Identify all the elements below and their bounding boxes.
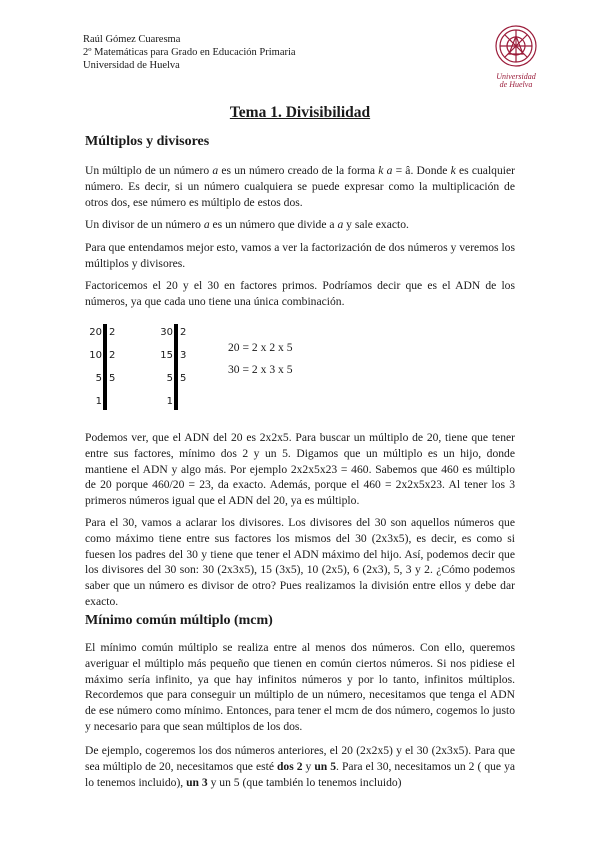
paragraph-divisores-30: Para el 30, vamos a aclarar los divisores. Los divisores del 30 son aquellos números que como máximo tiene entre sus factores los mismos del 30 (2x3x5), es decir, es como si fuesen los padres del 30 y tiene que tener el ADN máximo del hijo. Así, podemos decir que los divisores del 30 son: 30 (2x3x5), 15 (3x5), 10 (2x5), 6 (2x3), 5, 3 y 2. ¿Cómo podemos saber que un número es divisor de otro? Pues realizamos la división entre ellos y debe dar exacto. <box>85 516 515 608</box>
division-bar <box>103 324 107 410</box>
document-header <box>83 33 296 72</box>
university-name: Universidad de Huelva <box>83 60 180 71</box>
prime-factor: 3 <box>180 350 187 361</box>
section-heading-mcm: Mínimo común múltiplo (mcm) <box>85 613 273 628</box>
paragraph-multiplo-definition: Un múltiplo de un número a es un número creado de la forma k a = â. Donde k es cualquier número. Es decir, si un número cualquiera se puede expresar como la multiplicación de otros dos, ese número es múltiplo de estos dos. <box>85 164 515 209</box>
prime-factor: 5 <box>180 373 187 384</box>
equation-30: 30 = 2 x 3 x 5 <box>228 363 293 376</box>
logo-text: Universidad de Huelva <box>496 72 536 89</box>
paragraph-intro-factorizacion: Para que entendamos mejor esto, vamos a ver la factorización de dos números y veremos los múltiplos y divisores. <box>85 241 515 270</box>
course-name: 2º Matemáticas para Grado en Educación Primaria <box>83 47 296 58</box>
dividend: 5 <box>95 373 102 384</box>
equation-20: 20 = 2 x 2 x 5 <box>228 341 293 354</box>
dividend: 5 <box>166 373 173 384</box>
paragraph-mcm-definition: El mínimo común múltiplo se realiza entre al menos dos números. Con ello, queremos averiguar el múltiplo más pequeño que tienen en común ciertos números. Si nos pidiese el máximo sería infinito, ya que hay infinitos números y por lo tanto, infinitos múltiplos. Recordemos que para conseguir un múltiplo de un número, necesitamos que tenga el ADN de ese número como mínimo. Entonces, para tener el mcm de dos número, cogemos lo justo y necesario para que sean múltiplos de los dos. <box>85 641 515 733</box>
paragraph-mcm-example: De ejemplo, cogeremos los dos números anteriores, el 20 (2x2x5) y el 30 (2x3x5). Para que sea múltiplo de 20, necesitamos que esté dos 2 y un 5. Para el 30, necesitamos un 2 ( que ya lo tenemos incluido), un 3 y un 5 (que también lo tenemos incluido) <box>85 744 516 789</box>
dividend: 1 <box>95 396 102 407</box>
page-title: Tema 1. Divisibilidad <box>229 104 371 121</box>
division-bar <box>174 324 178 410</box>
prime-factor: 5 <box>109 373 116 384</box>
university-logo <box>487 24 545 89</box>
factorization-30 <box>159 322 199 412</box>
dividend: 1 <box>166 396 173 407</box>
dividend: 10 <box>89 350 102 361</box>
author-name: Raúl Gómez Cuaresma <box>83 34 181 45</box>
paragraph-divisor-definition: Un divisor de un número a es un número que divide a a y sale exacto. <box>85 218 409 231</box>
dividend: 30 <box>160 327 173 338</box>
section-heading-multiplos: Múltiplos y divisores <box>85 134 210 149</box>
paragraph-adn-20: Podemos ver, que el ADN del 20 es 2x2x5. Para buscar un múltiplo de 20, tiene que tener entre sus factores, mínimo dos 2 y un 5. Digamos que un múltiplo es un hijo, donde mantiene el ADN y algo más. Por ejemplo 2x2x5x23 = 460. Sabemos que 460 es múltiplo de 20 porque 460/20 = 23, da exacto. Además, porque el 460 = 2x2x5x23. Al tener los 3 primeros números igual que el ADN del 20, ya es múltiplo. <box>85 431 515 508</box>
dividend: 20 <box>89 327 102 338</box>
prime-factor: 2 <box>109 350 116 361</box>
dividend: 15 <box>160 350 173 361</box>
factorization-20 <box>88 322 128 412</box>
prime-factor: 2 <box>180 327 187 338</box>
paragraph-factores-primos: Factoricemos el 20 y el 30 en factores primos. Podríamos decir que es el ADN de los números, ya que cada uno tiene una única combinación. <box>85 279 515 308</box>
prime-factor: 2 <box>109 327 116 338</box>
university-seal-icon <box>493 24 539 68</box>
